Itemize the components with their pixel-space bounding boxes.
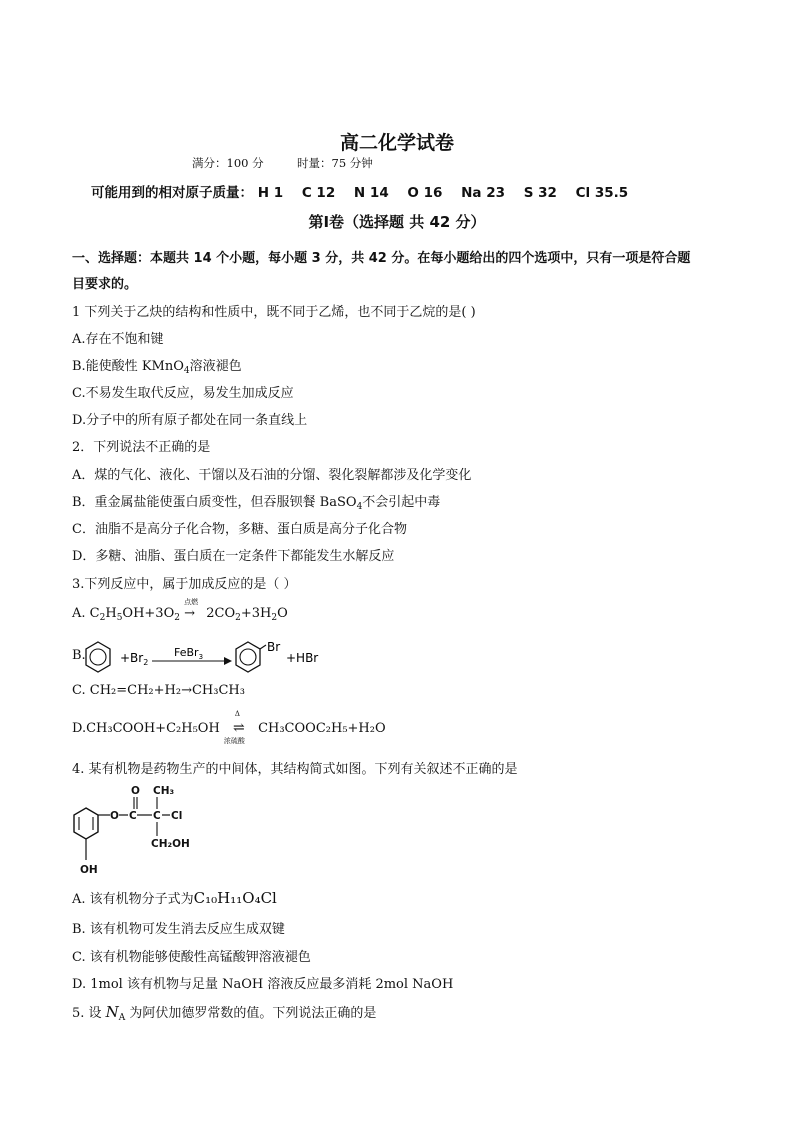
part1-title: 第Ⅰ卷（选择题 共 42 分） bbox=[308, 213, 486, 231]
mass-c: C 12 bbox=[301, 185, 336, 201]
q4-formula: C₁₀H₁₁O₄Cl bbox=[193, 889, 277, 907]
bromobenzene-ring-icon bbox=[236, 642, 266, 672]
mass-cl: Cl 35.5 bbox=[575, 185, 629, 201]
q3-option-d: D.CH₃COOH+C₂H₅OH Δ ⇌ 浓硫酸 CH₃COOC₂H₅+H₂O bbox=[72, 710, 386, 745]
q1-option-c: C.不易发生取代反应，易发生加成反应 bbox=[72, 386, 294, 401]
svg-text:Cl: Cl bbox=[171, 810, 183, 822]
q3-b-catalyst: FeBr$_3$ bbox=[174, 646, 204, 661]
q3-a-condition: 点燃 bbox=[184, 598, 199, 606]
q4-option-d: D. 1mol 该有机物与足量 NaOH 溶液反应最多消耗 2mol NaOH bbox=[72, 977, 454, 992]
mass-na: Na 23 bbox=[461, 185, 505, 201]
q3-d-heat: Δ bbox=[234, 710, 240, 718]
full-score: 满分：100 分 bbox=[192, 156, 264, 170]
q3-b-hbr: +HBr bbox=[286, 651, 319, 665]
q3-option-c: C. CH₂=CH₂+H₂→CH₃CH₃ bbox=[72, 683, 245, 698]
svg-text:O: O bbox=[110, 810, 119, 822]
q5-stem: 5. 设 $N_A$ 为阿伏加德罗常数的值。下列说法正确的是 bbox=[72, 1003, 377, 1023]
page-title: 高二化学试卷 bbox=[339, 132, 454, 154]
q3-b-reagent: $+Br_2$ bbox=[120, 651, 149, 667]
q2-option-d: D．多糖、油脂、蛋白质在一定条件下都能发生水解反应 bbox=[72, 549, 395, 564]
benzene-ring-icon bbox=[86, 642, 110, 672]
q2-stem: 2．下列说法不正确的是 bbox=[72, 440, 211, 455]
q3-option-b-equation bbox=[84, 638, 344, 678]
q4-stem: 4. 某有机物是药物生产的中间体，其结构简式如图。下列有关叙述不正确的是 bbox=[72, 762, 518, 777]
section1-instructions-line1: 一、选择题：本题共 14 个小题，每小题 3 分，共 42 分。在每小题给出的四个选项中，只有一项是符合题 bbox=[72, 251, 691, 266]
q4-option-a: A. 该有机物分子式为C₁₀H₁₁O₄Cl bbox=[72, 889, 277, 907]
q2-option-b: B．重金属盐能使蛋白质变性，但吞服钡餐 BaSO$_4$不会引起中毒 bbox=[72, 495, 441, 512]
q1-option-d: D.分子中的所有原子都处在同一条直线上 bbox=[72, 413, 308, 428]
svg-text:O: O bbox=[131, 785, 140, 797]
q1-option-a: A.存在不饱和键 bbox=[72, 332, 164, 347]
q1-stem: 1 下列关于乙炔的结构和性质中，既不同于乙烯，也不同于乙烷的是( ) bbox=[72, 305, 476, 320]
atomic-masses bbox=[91, 181, 642, 201]
q3-b-br: Br bbox=[267, 640, 281, 654]
mass-o: O 16 bbox=[407, 185, 443, 201]
mass-s: S 32 bbox=[523, 185, 557, 201]
q3-stem: 3.下列反应中，属于加成反应的是（ ） bbox=[72, 577, 297, 592]
svg-text:C: C bbox=[129, 810, 137, 822]
svg-text:OH: OH bbox=[80, 864, 98, 876]
mass-n: N 14 bbox=[353, 185, 389, 201]
time-limit: 时量：75 分钟 bbox=[297, 156, 373, 170]
q3-option-a: A. $C_2H_5OH+3O_2$ 点燃 → $2CO_2+3H_2O$ bbox=[72, 598, 288, 623]
q4-option-c: C. 该有机物能够使酸性高锰酸钾溶液褪色 bbox=[72, 950, 311, 965]
mass-h: H 1 bbox=[257, 185, 284, 201]
q3-option-b-label: B. bbox=[72, 648, 86, 663]
q1-option-b: B.能使酸性 KMnO$_4$溶液褪色 bbox=[72, 359, 242, 376]
q3-d-catalyst: 浓硫酸 bbox=[223, 737, 245, 745]
masses-label: 可能用到的相对原子质量： bbox=[91, 185, 253, 201]
q4-option-b: B. 该有机物可发生消去反应生成双键 bbox=[72, 922, 285, 937]
svg-text:CH₂OH: CH₂OH bbox=[151, 838, 190, 850]
svg-text:C: C bbox=[153, 810, 161, 822]
q2-option-c: C．油脂不是高分子化合物，多糖、蛋白质是高分子化合物 bbox=[72, 522, 407, 537]
section1-instructions-line2: 目要求的。 bbox=[72, 277, 138, 292]
svg-text:CH₃: CH₃ bbox=[153, 785, 175, 797]
q2-option-a: A．煤的气化、液化、干馏以及石油的分馏、裂化裂解都涉及化学变化 bbox=[72, 468, 472, 483]
q4-structure bbox=[70, 782, 210, 880]
